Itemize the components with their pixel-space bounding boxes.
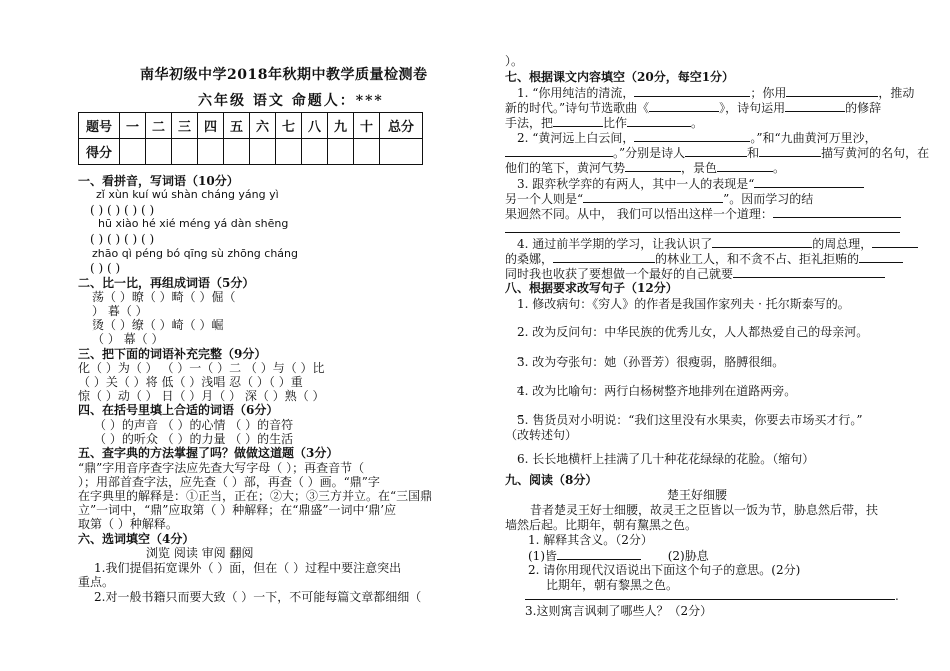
question-2-answer-line[interactable]: . (525, 588, 899, 603)
text: 3. 跟弈秋学弈的有两人，其中一人的表现是“ (517, 177, 755, 191)
passage-line-1: 昔者楚灵王好士细腰，故灵王之臣皆以一饭为节，胁息然后带，扶 (530, 503, 879, 517)
score-cell: 十 (354, 113, 380, 139)
blank-line[interactable] (786, 85, 878, 97)
answer-mark: _ (517, 345, 523, 359)
text: 新的时代。”诗句节选歌曲《 (505, 101, 650, 115)
text: 手法，把 (505, 116, 554, 130)
text: ，景色 (681, 161, 718, 175)
question-1-items (528, 548, 709, 563)
exam-subtitle: 六年级 语文 命题人：*** (198, 93, 384, 109)
fill-line-1 (517, 85, 914, 100)
blank-line[interactable] (634, 130, 750, 142)
idiom-row-3: 惊（ ）动（ ） 日（ ）月（ ） 深（ ）熟（ ） (78, 389, 325, 403)
dictionary-line-1: “鼎”字用音序查字法应先查大写字母（ ）；再查音节（ (78, 461, 365, 475)
score-blank[interactable] (354, 139, 380, 165)
rewrite-item-5-note: （改转述句） (505, 428, 578, 442)
text: ”。因而学习的结 (723, 192, 814, 206)
score-cell: 题号 (79, 113, 120, 139)
fill-line-11 (517, 236, 918, 251)
choice-line-1: 1.我们提倡拓宽课外（ ）面，但在（ ）过程中要注意突出 (94, 561, 402, 575)
blank-line[interactable] (872, 236, 918, 248)
pinyin-row-2: hū xiào hé xié méng yá dàn shēng (98, 217, 289, 230)
choice-line-3: 2.对一般书籍只而要大致（ ）一下，不可能每篇文章都细细（ (94, 590, 422, 604)
fill-line-10 (505, 221, 900, 236)
dictionary-line-2: ）；用部首查字法，应先查（ ）部，再查（ ）画。“鼎”字 (78, 475, 380, 489)
text: 的修辞 (845, 101, 882, 115)
blank-line[interactable] (712, 236, 812, 248)
score-blank[interactable] (146, 139, 172, 165)
idiom-row-1: 化（ ）为（ ） （ ）一（ ）二 （ ）与（ ）比 (78, 361, 325, 375)
dictionary-line-3: 在字典里的解释是：①正当，正在；②大；③三方并立。在“三国鼎 (78, 489, 433, 503)
section-1-heading: 一、看拼音，写词语（10分） (78, 174, 239, 188)
continued-bracket: ）。 (505, 54, 524, 68)
score-cell: 六 (250, 113, 276, 139)
fill-line-8 (505, 191, 813, 206)
text: 他们的笔下，黄河气势 (505, 161, 626, 175)
rewrite-item-1: 1. 修改病句：《穷人》的作者是我国作家列夫 · 托尔斯泰写的。 (517, 297, 850, 311)
blank-line[interactable] (505, 145, 613, 157)
rewrite-item-5: 5. 售货员对小明说：“我们这里没有水果卖，你要去市场买才行。” (517, 413, 863, 427)
score-blank[interactable] (172, 139, 198, 165)
choice-line-2: 重点。 (78, 575, 115, 589)
section-2-heading: 二、比一比，再组成词语（5分） (78, 276, 255, 290)
score-cell: 九 (328, 113, 354, 139)
score-cell: 八 (302, 113, 328, 139)
blank-line[interactable] (553, 251, 655, 263)
score-blank[interactable] (276, 139, 302, 165)
blank-line[interactable] (754, 176, 864, 188)
score-blank[interactable] (380, 139, 423, 165)
fill-line-12 (505, 251, 903, 266)
blank-line[interactable] (685, 145, 747, 157)
section-5-heading: 五、查字典的方法掌握了吗？做做这道题（3分） (78, 446, 339, 460)
score-blank[interactable] (120, 139, 146, 165)
answer-brackets-2: ( ) ( ) ( ) ( ) (90, 232, 155, 246)
blank-line[interactable] (583, 191, 723, 203)
answer-mark: _ (517, 374, 523, 388)
answer-brackets-1: ( ) ( ) ( ) ( ) (90, 203, 155, 217)
fill-line-13 (505, 266, 885, 281)
score-blank[interactable] (224, 139, 250, 165)
text: 》，诗句运用 (719, 101, 786, 115)
dictionary-line-5: 取第（ ）种解释。 (78, 517, 178, 531)
score-cell: 总分 (380, 113, 423, 139)
rewrite-item-3: 3. 改为夸张句：她（孙晋芳）很瘦弱，胳膊很细。 (517, 355, 785, 369)
fill-line-2 (505, 100, 881, 115)
score-blank[interactable] (250, 139, 276, 165)
question-1: 1. 解释其含义。（2分） (528, 533, 653, 547)
text: 同时我也收获了要想做一个最好的自己就要 (505, 267, 734, 281)
section-8-heading: 八、根据要求改写句子（12分） (505, 281, 678, 295)
passage-title: 楚王好细腰 (667, 488, 728, 502)
text: 的周总理， (812, 237, 873, 251)
blank-line[interactable] (625, 160, 681, 172)
score-table (78, 112, 423, 165)
compare-row-4: （ ） 幕（ ） (92, 332, 164, 346)
text: 。 (773, 161, 786, 175)
fill-word-row-1: （ ）的声音 （ ）的心情 （ ）的音符 (94, 418, 294, 432)
fill-line-4 (517, 130, 877, 145)
pinyin-row-1: zǐ xùn kuí wú shàn cháng yáng yì (96, 188, 279, 201)
score-cell: 三 (172, 113, 198, 139)
compare-row-2: ） 暮（ ） (92, 304, 148, 318)
passage-line-2: 墙然后起。比期年，朝有黧黑之色。 (505, 518, 698, 532)
answer-mark: _ (517, 403, 523, 417)
text: 的桑娜， (505, 252, 554, 266)
text: 比作 (603, 116, 628, 130)
text: ；你用 (750, 86, 787, 100)
blank-line[interactable] (634, 85, 750, 97)
section-3-heading: 三、把下面的词语补充完整（9分） (78, 347, 267, 361)
dictionary-line-4: 立”一词中，“鼎”应取第（ ）种解释；在“鼎盛”一词中‘鼎’应 (78, 503, 397, 517)
idiom-row-2: （ ）关（ ）将 低（ ）浅唱 忍（ ）（ ）重 (78, 375, 303, 389)
answer-brackets-3: ( ) ( ) (90, 261, 121, 275)
text: 的林业工人，和不贪不占、拒礼拒贿的 (655, 252, 860, 266)
rewrite-item-4: 4. 改为比喻句：两行白杨树整齐地排列在道路两旁。 (517, 384, 797, 398)
section-9-heading: 九、阅读（8分） (505, 473, 598, 487)
section-6-heading: 六、选词填空（4分） (78, 532, 195, 546)
text: 1. “你用纯洁的清流， (517, 86, 635, 100)
blank-line[interactable] (773, 206, 901, 218)
question-2-sentence: 比期年，朝有黎黑之色。 (546, 578, 679, 592)
score-table-score-row (79, 139, 423, 165)
blank-line[interactable] (785, 100, 845, 112)
rewrite-item-2: 2. 改为反问句：中华民族的优秀儿女，人人都热爱自己的母亲河。 (517, 325, 869, 339)
blank-line[interactable] (717, 160, 773, 172)
blank-line[interactable] (627, 115, 691, 127)
text: (2)胁息 (667, 549, 709, 563)
text: 描写黄河的名句，在 (821, 146, 930, 160)
text: 2. “黄河远上白云间， (517, 131, 635, 145)
compare-row-1: 荡（ ）暸（ ）畸（ ）倔（ (92, 290, 236, 304)
score-cell: 五 (224, 113, 250, 139)
text: (1)皆 (528, 549, 557, 563)
text: 。 (691, 116, 704, 130)
pinyin-row-3: zhāo qì péng bó qīng sù zhōng cháng (92, 247, 298, 260)
rewrite-item-6: 6. 长长地横杆上挂满了几十种花花绿绿的花脸。（缩句） (517, 452, 815, 466)
blank-line[interactable] (525, 588, 895, 600)
score-row-label: 得分 (79, 139, 120, 165)
score-blank[interactable] (302, 139, 328, 165)
fill-line-9 (505, 206, 901, 221)
blank-line[interactable] (733, 266, 885, 278)
text: ，推动 (878, 86, 915, 100)
blank-line[interactable] (649, 100, 719, 112)
fill-line-6 (505, 160, 785, 175)
blank-line[interactable] (557, 548, 641, 560)
score-blank[interactable] (328, 139, 354, 165)
text: 4. 通过前半学期的学习，让我认识了 (517, 237, 713, 251)
text: 另一个人则是“ (505, 192, 584, 206)
text: 和 (747, 146, 760, 160)
score-cell: 四 (198, 113, 224, 139)
score-table-header-row (79, 113, 423, 139)
blank-line[interactable] (859, 251, 903, 263)
fill-line-5 (505, 145, 929, 160)
fill-word-row-2: （ ）的听众 （ ）的力量 （ ）的生活 (94, 432, 294, 446)
word-choices: 浏览 阅读 审阅 翻阅 (146, 546, 254, 560)
blank-line[interactable] (759, 145, 821, 157)
score-blank[interactable] (198, 139, 224, 165)
question-2: 2. 请你用现代汉语说出下面这个句子的意思。(2分) (528, 563, 801, 577)
section-7-heading: 七、根据课文内容填空（20分，每空1分） (505, 70, 735, 84)
score-cell: 一 (120, 113, 146, 139)
blank-line[interactable] (505, 221, 900, 233)
compare-row-3: 烫（ ）缭（ ）崎（ ）崛 (92, 318, 224, 332)
text: 。”和“九曲黄河万里沙， (750, 131, 877, 145)
fill-line-3 (505, 115, 703, 130)
text: 果迥然不同。从中， 我们可以悟出这样一个道理： (505, 207, 773, 221)
score-cell: 二 (146, 113, 172, 139)
exam-title: 南华初级中学2018年秋期中教学质量检测卷 (140, 67, 428, 83)
fill-line-7 (517, 176, 864, 191)
score-cell: 七 (276, 113, 302, 139)
blank-line[interactable] (553, 115, 603, 127)
question-3: 3.这则寓言讽刺了哪些人？（2分） (525, 604, 713, 618)
section-4-heading: 四、在括号里填上合适的词语（6分） (78, 403, 279, 417)
text: 。”分别是诗人 (613, 146, 686, 160)
